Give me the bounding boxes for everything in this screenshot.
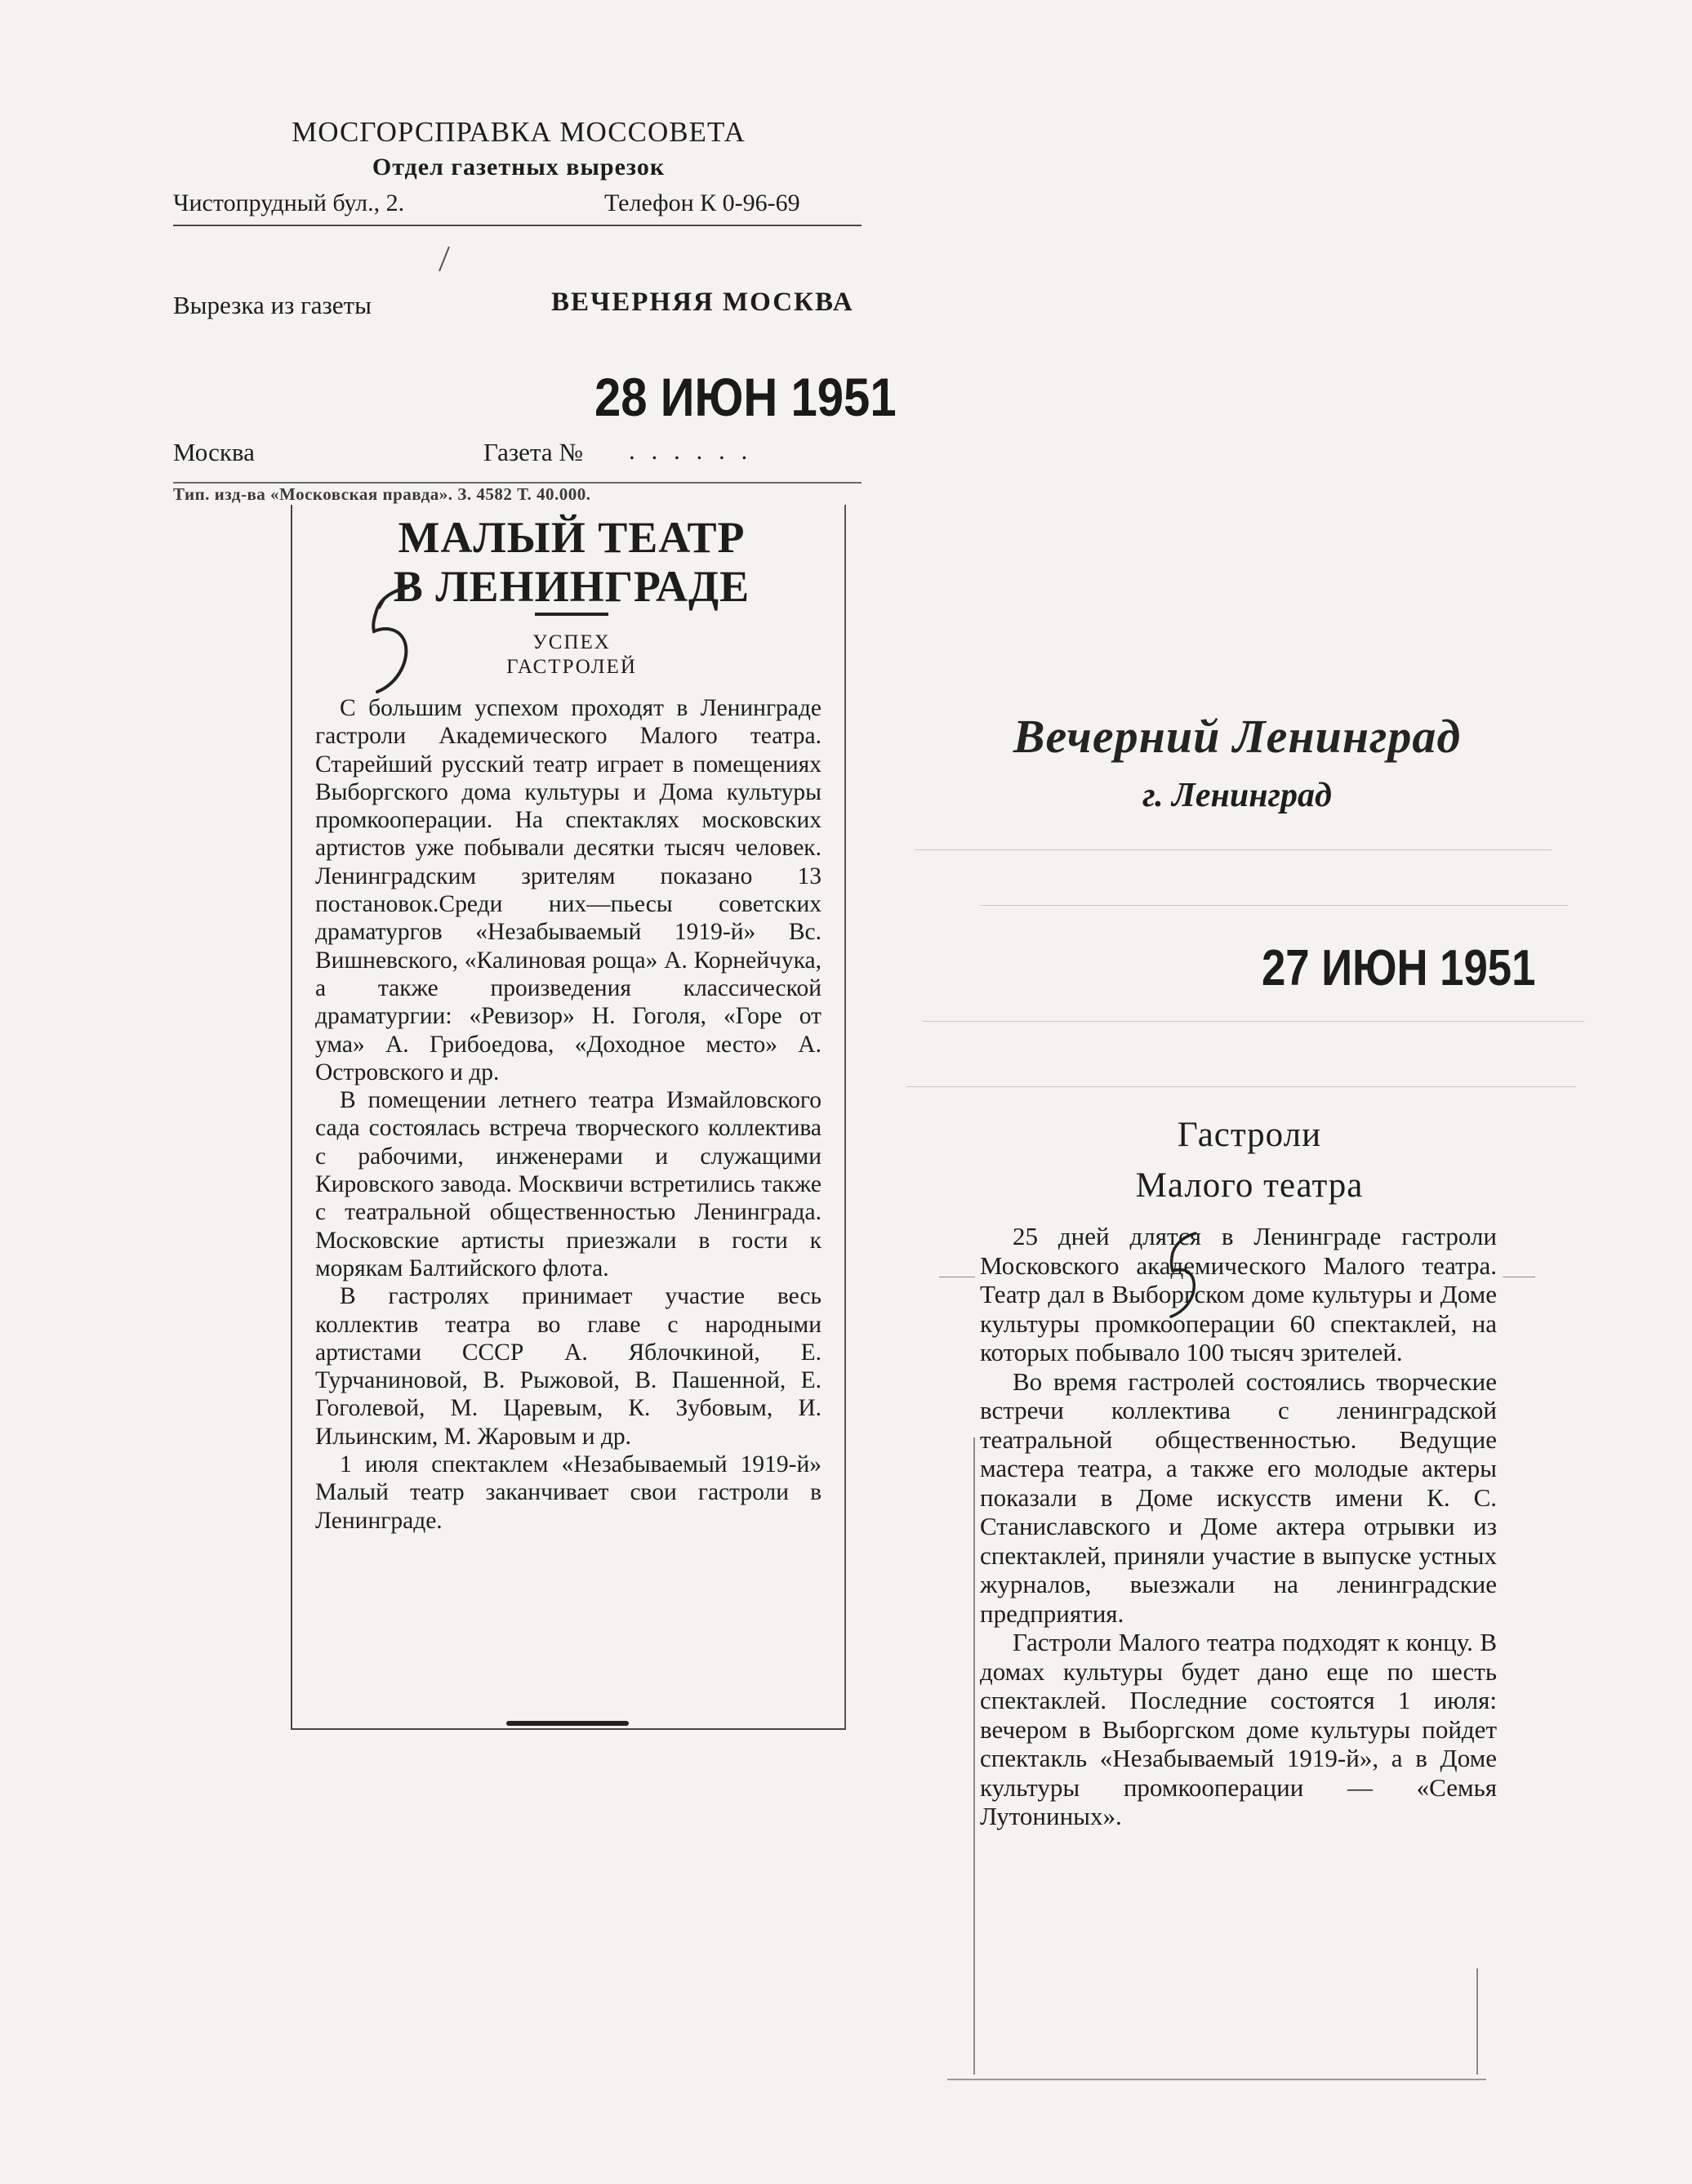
article2-paragraph: Во время гастролей состоялись творческие встречи коллектива с ленинградской театральной общественностью. Ведущие мастера театра, а также его молодые актеры показали в Доме искусств имени К. С. Станиславского и Доме актера отрывки из спектаклей, приняли участие в выпуске устных журналов, выезжали на ленинградские предприятия.: [980, 1366, 1497, 1628]
print-info: Тип. изд-ва «Московская правда». З. 4582 Т. 40.000.: [173, 484, 591, 504]
article2-title: Гастроли: [1177, 1116, 1322, 1154]
pencil-mark-icon: [433, 243, 457, 276]
header-divider-bottom: [173, 482, 862, 484]
header-department: Отдел газетных вырезок: [372, 154, 666, 181]
clipping-label: Вырезка из газеты: [173, 291, 372, 319]
article-title-line1: МАЛЫЙ ТЕАТР: [398, 513, 746, 562]
article2-subtitle: Малого театра: [1135, 1166, 1364, 1205]
article2-paragraph: Гастроли Малого театра подходят к концу. В домах культуры будет дано еще по шесть спектаклей. Последние состоятся 1 июля: вечером в Выборгском доме культуры пойдет спектакль «Незабываемый 1919-й», а в Доме культуры промкооперации — «Семья Лутониных».: [980, 1628, 1497, 1830]
date-stamp: 28 ИЮН 1951: [594, 367, 897, 427]
article-subtitle-line1: УСПЕХ: [532, 631, 611, 653]
header-divider: [173, 225, 862, 226]
header-organization: МОСГОРСПРАВКА МОССОВЕТА: [292, 116, 746, 148]
newspaper-city: г. Ленинград: [1142, 777, 1332, 814]
article-paragraph: С большим успехом проходят в Ленинграде гастроли Академического Малого театра. Старейший русский театр играет в помещениях Выборгского дома культуры и Дома культуры промкооперации. На спектаклях московских артистов уже побывали десятки тысяч человек. Ленинградским зрителям показано 13 постановок.Среди них—пьесы советских драматургов «Незабываемый 1919-й» Вс. Вишневского, «Калиновая роща» А. Корнейчука, а также произведения классической драматургии: «Ревизор» Н. Гоголя, «Горе от ума» А. Грибоедова, «Доходное место» А. Островского и др.: [315, 695, 822, 1085]
article-paragraph: В помещении летнего театра Измайловского сада состоялась встреча творческого коллектива с рабочими, инженерами и служащими Кировского завода. Москвичи встретились также с театральной общественностью Ленинграда. Московские артисты приезжали в гости к морякам Балтийского флота.: [315, 1087, 822, 1281]
article-paragraph: В гастролях принимает участие весь коллектив театра во главе с народными артистами СССР А. Яблочкиной, Е. Турчаниновой, В. Рыжовой, В. Пашенной, Е. Гоголевой, М. Царевым, К. Зубовым, И. Ильинским, М. Жаровым и др.: [315, 1283, 822, 1450]
article-paragraph: 1 июля спектаклем «Незабываемый 1919-й» Малый театр заканчивает свои гастроли в Ленинграде.: [315, 1451, 822, 1534]
article-title-line2: В ЛЕНИНГРАДЕ: [393, 562, 750, 611]
article2-frame-right: [1476, 1968, 1478, 2075]
title-rule: [535, 613, 608, 616]
form-line: [980, 905, 1568, 906]
article2-paragraph: 25 дней длятся в Ленинграде гастроли Московского академического Малого театра. Театр дал в Выборгском доме культуры и Доме культуры промкооперации 60 спектаклей, на которых побывало 100 тысяч зрителей.: [980, 1222, 1497, 1366]
form-line: [906, 1086, 1576, 1087]
date-stamp-2: 27 ИЮН 1951: [1262, 940, 1536, 996]
gazette-number-dots: . . . . . .: [629, 436, 753, 465]
newspaper-name: ВЕЧЕРНЯЯ МОСКВА: [551, 287, 854, 317]
article-subtitle: [457, 631, 686, 680]
article2-body: [980, 1222, 1497, 1831]
header-city: Москва: [173, 438, 255, 466]
article-end-mark: [506, 1721, 629, 1726]
gazette-number-label: Газета №: [483, 438, 583, 466]
article2-frame-left: [973, 1437, 975, 2075]
header-address: Чистопрудный бул., 2.: [173, 189, 405, 216]
handwritten-five-mark-icon: [358, 576, 423, 706]
header-phone: Телефон К 0-96-69: [604, 189, 800, 216]
form-line: [923, 1021, 1584, 1022]
article-subtitle-line2: ГАСТРОЛЕЙ: [506, 656, 637, 678]
newspaper-masthead: Вечерний Ленинград: [1013, 710, 1462, 763]
form-line: [915, 849, 1552, 850]
article-body: [315, 694, 822, 1535]
article2-frame-bottom: [947, 2079, 1486, 2080]
